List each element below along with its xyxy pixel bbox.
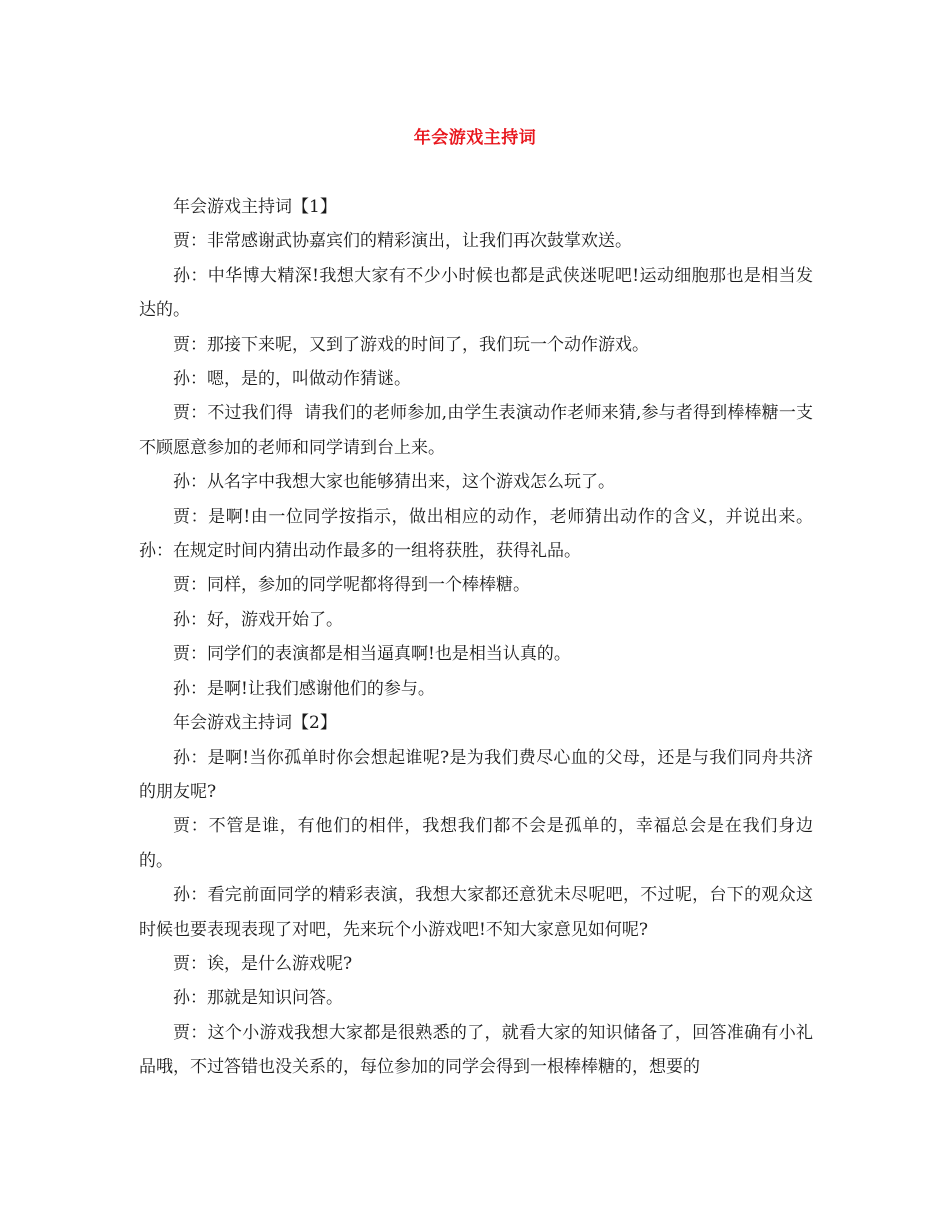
- paragraph: 孙：中华博大精深!我想大家有不少小时候也都是武侠迷呢吧!运动细胞那也是相当发达的。: [139, 265, 813, 321]
- paragraph: 贾：同学们的表演都是相当逼真啊!也是相当认真的。: [173, 644, 571, 665]
- paragraph-section-heading-1: 年会游戏主持词【1】: [173, 197, 337, 217]
- paragraph: 贾：这个小游戏我想大家都是很熟悉的了，就看大家的知识储备了，回答准确有小礼品哦，不过答错也没关系的，每位参加的同学会得到一根棒棒糖的，想要的: [139, 1022, 813, 1078]
- paragraph: 贾：诶，是什么游戏呢?: [173, 953, 353, 974]
- paragraph: 孙：看完前面同学的精彩表演，我想大家都还意犹未尽呢吧，不过呢，台下的观众这时候也要表现表现了对吧，先来玩个小游戏吧!不知大家意见如何呢?: [139, 885, 813, 940]
- paragraph: 贾：不过我们得 请我们的老师参加,由学生表演动作老师来猜,参与者得到棒棒糖一支不顾愿意参加的老师和同学请到台上来。: [139, 403, 813, 458]
- paragraph: 贾：非常感谢武协嘉宾们的精彩演出，让我们再次鼓掌欢送。: [173, 231, 632, 252]
- paragraph: 孙：那就是知识问答。: [173, 988, 343, 1009]
- paragraph: 孙：是啊!当你孤单时你会想起谁呢?是为我们费尽心血的父母，还是与我们同舟共济的朋友呢?: [139, 747, 813, 802]
- paragraph: 孙：嗯，是的，叫做动作猜谜。: [173, 369, 411, 390]
- paragraph: 贾：那接下来呢，又到了游戏的时间了，我们玩一个动作游戏。: [173, 334, 649, 355]
- paragraph-section-heading-2: 年会游戏主持词【2】: [173, 713, 337, 734]
- paragraph: 孙：从名字中我想大家也能够猜出来，这个游戏怎么玩了。: [173, 472, 615, 493]
- paragraph: 贾：不管是谁，有他们的相伴，我想我们都不会是孤单的，幸福总会是在我们身边的。: [139, 816, 813, 871]
- document-body: [139, 190, 824, 1085]
- document-title: 年会游戏主持词: [413, 128, 537, 148]
- paragraph: 孙：好，游戏开始了。: [173, 609, 343, 630]
- paragraph: 贾：同样，参加的同学呢都将得到一个棒棒糖。: [173, 575, 530, 596]
- paragraph: 孙：是啊!让我们感谢他们的参与。: [173, 678, 435, 699]
- paragraph: 贾：是啊!由一位同学按指示，做出相应的动作，老师猜出动作的含义，并说出来。 孙：在规定时间内猜出动作最多的一组将获胜，获得礼品。: [139, 506, 824, 562]
